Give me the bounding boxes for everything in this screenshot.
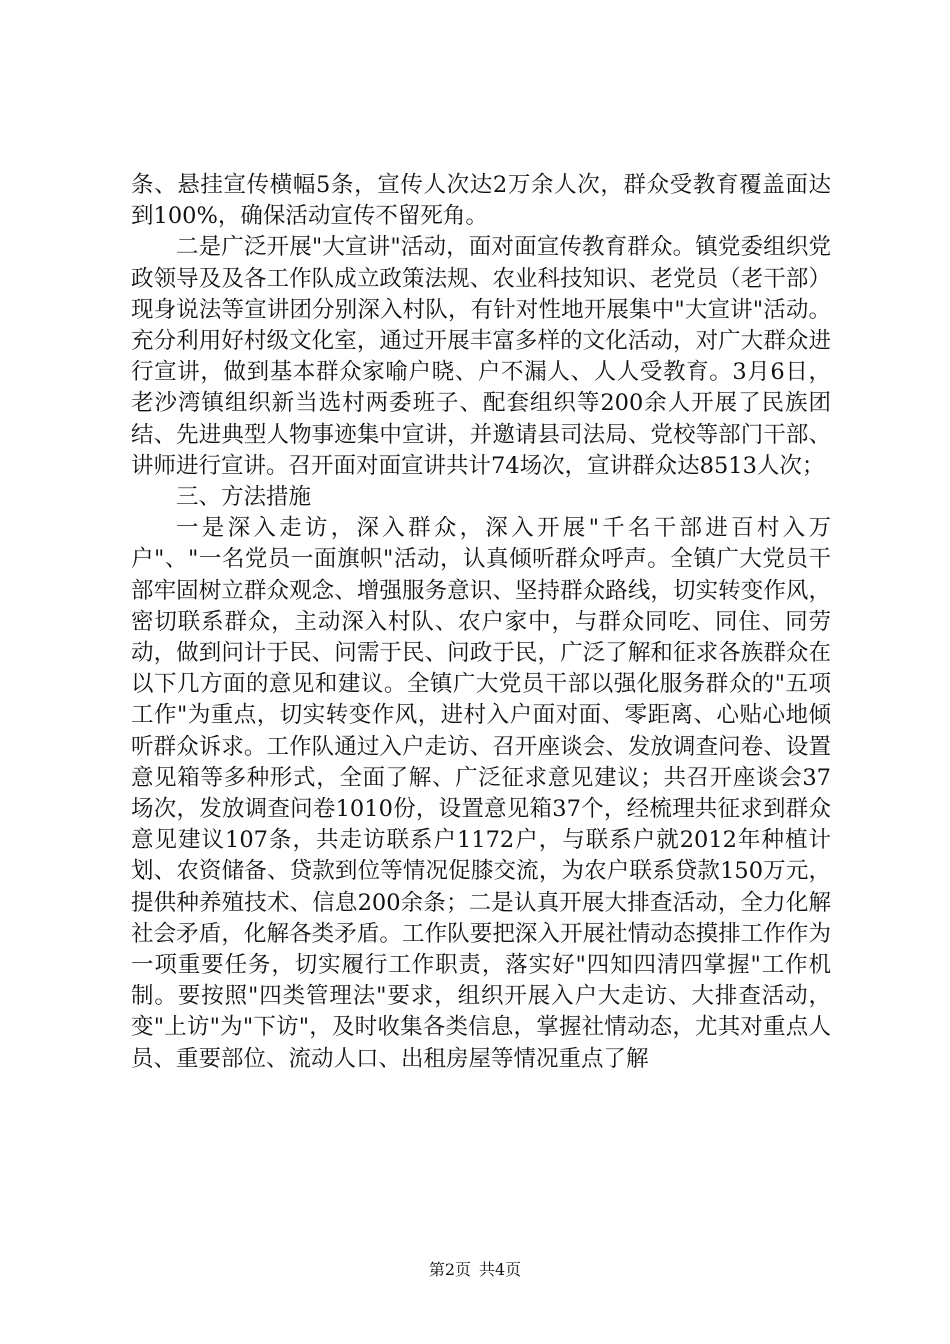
page-total: 共4页 bbox=[479, 1260, 522, 1279]
paragraph-2: 二是广泛开展"大宣讲"活动，面对面宣传教育群众。镇党委组织党政领导及及各工作队成立政策法规、农业科技知识、老党员（老干部）现身说法等宣讲团分别深入村队，有针对性地开展集中"大宣讲"活动。充分利用好村级文化室，通过开展丰富多样的文化活动，对广大群众进行宣讲，做到基本群众家喻户晓、户不漏人、人人受教育。3月6日，老沙湾镇组织新当选村两委班子、配套组织等200余人开展了民族团结、先进典型人物事迹集中宣讲，并邀请县司法局、党校等部门干部、讲师进行宣讲。召开面对面宣讲共计74场次，宣讲群众达8513人次； bbox=[131, 234, 831, 479]
page-number: 第2页 bbox=[428, 1260, 471, 1279]
section-heading: 三、方法措施 bbox=[176, 484, 312, 511]
paragraph-1: 条、悬挂宣传横幅5条，宣传人次达2万余人次，群众受教育覆盖面达到100%，确保活动宣传不留死角。 bbox=[131, 172, 831, 230]
page-footer bbox=[0, 1260, 950, 1280]
paragraph-3: 一是深入走访，深入群众，深入开展"千名干部进百村入万户"、"一名党员一面旗帜"活动，认真倾听群众呼声。全镇广大党员干部牢固树立群众观念、增强服务意识、坚持群众路线，切实转变作风，密切联系群众，主动深入村队、农户家中，与群众同吃、同住、同劳动，做到问计于民、问需于民、问政于民，广泛了解和征求各族群众在以下几方面的意见和建议。全镇广大党员干部以强化服务群众的"五项工作"为重点，切实转变作风，进村入户面对面、零距离、心贴心地倾听群众诉求。工作队通过入户走访、召开座谈会、发放调查问卷、设置意见箱等多种形式，全面了解、广泛征求意见建议；共召开座谈会37场次，发放调查问卷1010份，设置意见箱37个，经梳理共征求到群众意见建议107条，共走访联系户1172户，与联系户就2012年种植计划、农资储备、贷款到位等情况促膝交流，为农户联系贷款150万元，提供种养殖技术、信息200余条；二是认真开展大排查活动，全力化解社会矛盾，化解各类矛盾。工作队要把深入开展社情动态摸排工作作为一项重要任务，切实履行工作职责，落实好"四知四清四掌握"工作机制。要按照"四类管理法"要求，组织开展入户大走访、大排查活动，变"上访"为"下访"，及时收集各类信息，掌握社情动态，尤其对重点人员、重要部位、流动人口、出租房屋等情况重点了解 bbox=[131, 515, 831, 1072]
document-body bbox=[131, 170, 831, 1075]
